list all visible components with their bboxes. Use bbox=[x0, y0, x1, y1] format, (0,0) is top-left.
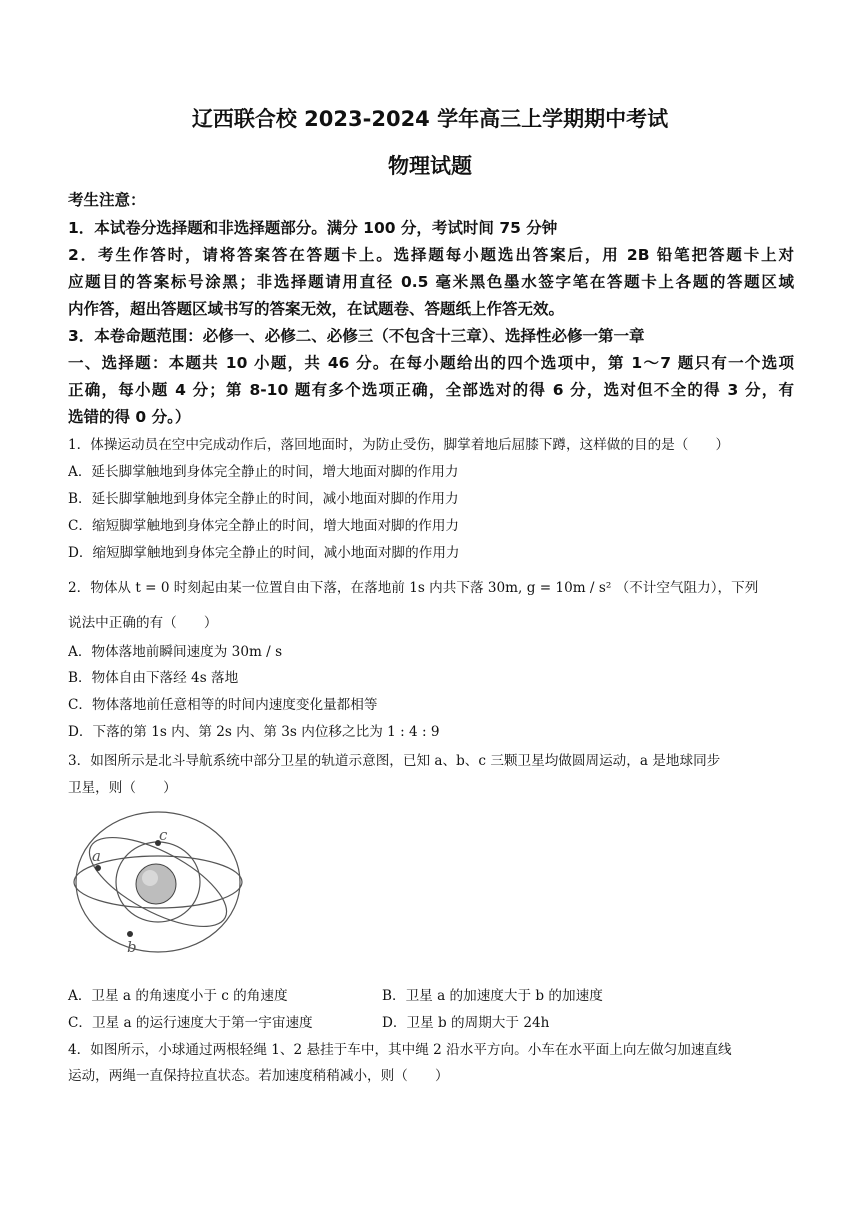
satellite-orbit-figure bbox=[72, 806, 248, 958]
notice-item: 内作答，超出答题区域书写的答案无效，在试题卷、答题纸上作答无效。 bbox=[68, 300, 565, 318]
question-1-option-b: B．延长脚掌触地到身体完全静止的时间，减小地面对脚的作用力 bbox=[68, 491, 459, 507]
section-instructions: 一、选择题：本题共 10 小题，共 46 分。在每小题给出的四个选项中，第 1～7 题只有一个选项 bbox=[68, 354, 794, 372]
question-2-option-d: D．下落的第 1s 内、第 2s 内、第 3s 内位移之比为 1 : 4 : 9 bbox=[68, 724, 440, 740]
question-3-stem: 3．如图所示是北斗导航系统中部分卫星的轨道示意图，已知 a、b、c 三颗卫星均做圆周运动，a 是地球同步 bbox=[68, 753, 721, 769]
label-b: b bbox=[127, 938, 137, 956]
question-2-option-c: C．物体落地前任意相等的时间内速度变化量都相等 bbox=[68, 697, 378, 713]
question-1-stem: 1．体操运动员在空中完成动作后，落回地面时，为防止受伤，脚掌着地后屈膝下蹲，这样做的目的是（ ） bbox=[68, 437, 730, 453]
notice-item: 2．考生作答时，请将答案答在答题卡上。选择题每小题选出答案后，用 2B 铅笔把答题卡上对 bbox=[68, 246, 794, 264]
section-instructions: 选错的得 0 分。） bbox=[68, 408, 191, 426]
question-4-stem-cont: 运动，两绳一直保持拉直状态。若加速度稍稍减小，则（ ） bbox=[68, 1068, 449, 1084]
section-instructions: 正确，每小题 4 分；第 8-10 题有多个选项正确，全部选对的得 6 分，选对但不全的得 3 分，有 bbox=[68, 381, 794, 399]
question-3-option-b: B．卫星 a 的加速度大于 b 的加速度 bbox=[382, 988, 603, 1004]
notice-item: 3．本卷命题范围：必修一、必修二、必修三（不包含十三章）、选择性必修一第一章 bbox=[68, 327, 645, 345]
question-2-stem-cont: 说法中正确的有（ ） bbox=[68, 615, 218, 631]
question-2-stem: 2．物体从 t = 0 时刻起由某一位置自由下落，在落地前 1s 内共下落 30m, g = 10m / s² （不计空气阻力），下列 bbox=[68, 580, 759, 596]
satellite-b-dot bbox=[127, 931, 133, 937]
satellite-a-dot bbox=[95, 865, 101, 871]
notice-heading: 考生注意： bbox=[68, 191, 146, 209]
earth-icon bbox=[136, 864, 176, 904]
question-3-option-a: A．卫星 a 的角速度小于 c 的角速度 bbox=[68, 988, 288, 1004]
question-2-option-a: A．物体落地前瞬间速度为 30m / s bbox=[68, 644, 283, 660]
earth-highlight bbox=[142, 870, 158, 886]
exam-subtitle: 物理试题 bbox=[388, 154, 472, 178]
orbit-diagram bbox=[72, 806, 248, 958]
question-3-option-c: C．卫星 a 的运行速度大于第一宇宙速度 bbox=[68, 1015, 313, 1031]
label-a: a bbox=[92, 847, 101, 865]
question-1-option-c: C．缩短脚掌触地到身体完全静止的时间，增大地面对脚的作用力 bbox=[68, 518, 460, 534]
label-c: c bbox=[159, 826, 168, 844]
question-3-stem-cont: 卫星，则（ ） bbox=[68, 780, 177, 796]
question-4-stem: 4．如图所示，小球通过两根轻绳 1、2 悬挂于车中，其中绳 2 沿水平方向。小车在水平面上向左做匀加速直线 bbox=[68, 1042, 732, 1058]
notice-item: 应题目的答案标号涂黑；非选择题请用直径 0.5 毫米黑色墨水签字笔在答题卡上各题的答题区域 bbox=[68, 273, 794, 291]
exam-title: 辽西联合校 2023-2024 学年高三上学期期中考试 bbox=[191, 107, 669, 131]
question-1-option-d: D．缩短脚掌触地到身体完全静止的时间，减小地面对脚的作用力 bbox=[68, 545, 460, 561]
notice-item: 1．本试卷分选择题和非选择题部分。满分 100 分，考试时间 75 分钟 bbox=[68, 219, 558, 237]
question-2-option-b: B．物体自由下落经 4s 落地 bbox=[68, 670, 239, 686]
question-3-option-d: D．卫星 b 的周期大于 24h bbox=[382, 1015, 550, 1031]
question-1-option-a: A．延长脚掌触地到身体完全静止的时间，增大地面对脚的作用力 bbox=[68, 464, 459, 480]
